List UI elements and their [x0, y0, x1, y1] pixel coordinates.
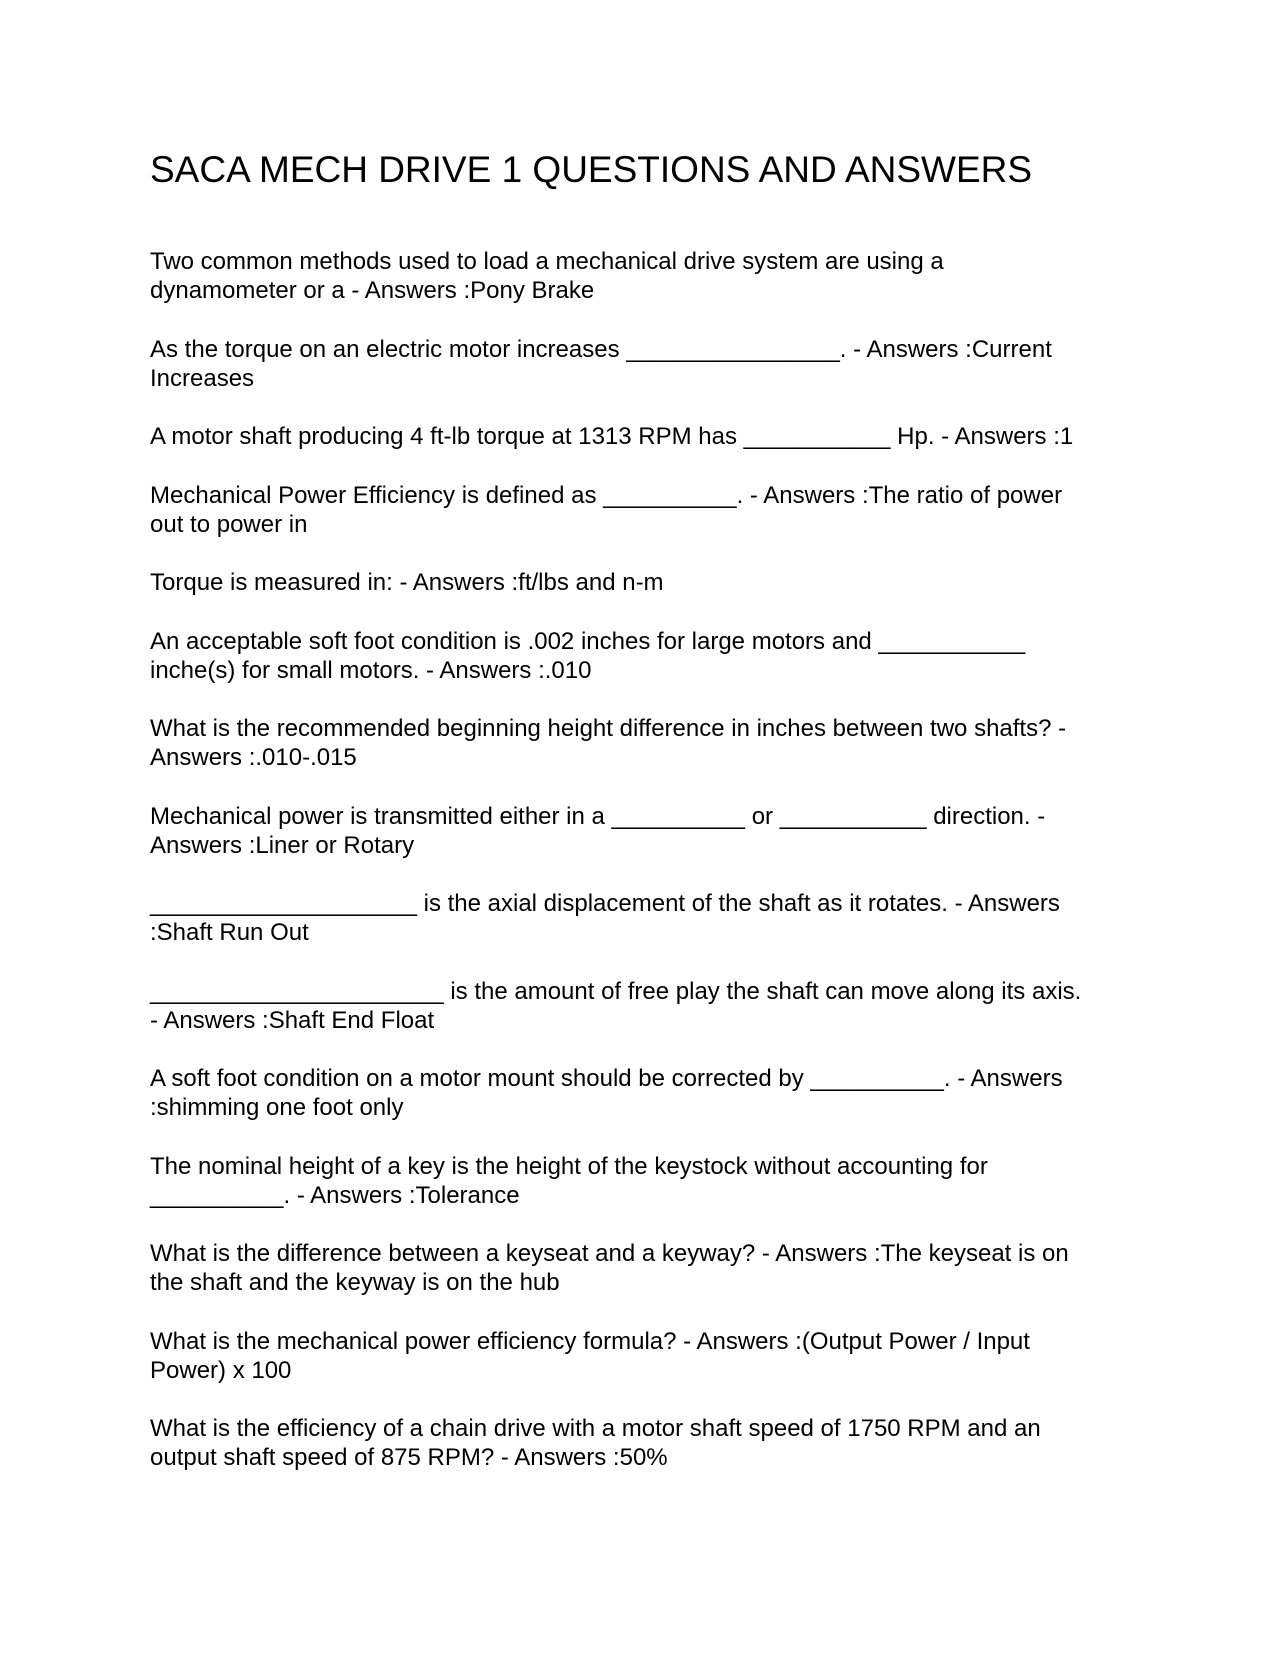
qa-item-10: ______________________ is the amount of free play the shaft can move along its axis. - Answers :Shaft End Float [150, 977, 1082, 1034]
qa-item-4: Mechanical Power Efficiency is defined as __________. - Answers :The ratio of power out to power in [150, 481, 1063, 538]
qa-item-11: A soft foot condition on a motor mount should be corrected by __________. - Answers :shimming one foot only [150, 1065, 1063, 1121]
qa-item-13: What is the difference between a keyseat and a keyway? - Answers :The keyseat is on the shaft and the keyway is on the hub [150, 1240, 1069, 1296]
qa-item-2: As the torque on an electric motor increases ________________. - Answers :Current Increases [150, 335, 1052, 392]
qa-item-6: An acceptable soft foot condition is .002 inches for large motors and ___________ inche(s) for small motors. - Answers :.010 [150, 627, 1026, 684]
qa-item-12: The nominal height of a key is the height of the keystock without accounting for __________. - Answers :Tolerance [150, 1152, 988, 1209]
qa-item-7: What is the recommended beginning height difference in inches between two shafts? - Answers :.010-.015 [150, 715, 1067, 771]
qa-item-15: What is the efficiency of a chain drive with a motor shaft speed of 1750 RPM and an output shaft speed of 875 RPM? - Answers :50% [150, 1415, 1041, 1471]
qa-item-1: Two common methods used to load a mechanical drive system are using a dynamometer or a - Answers :Pony Brake [150, 248, 944, 304]
qa-item-5: Torque is measured in: - Answers :ft/lbs and n-m [150, 569, 664, 596]
qa-item-3: A motor shaft producing 4 ft-lb torque at 1313 RPM has ___________ Hp. - Answers :1 [150, 423, 1074, 450]
qa-list [150, 247, 1120, 1502]
qa-item-8: Mechanical power is transmitted either in a __________ or ___________ direction. - Answers :Liner or Rotary [150, 802, 1046, 859]
page-title: SACA MECH DRIVE 1 QUESTIONS AND ANSWERS [150, 149, 1033, 190]
qa-item-14: What is the mechanical power efficiency formula? - Answers :(Output Power / Input Power) x 100 [150, 1327, 1030, 1384]
qa-item-9: ____________________ is the axial displacement of the shaft as it rotates. - Answers :Shaft Run Out [150, 890, 1060, 946]
